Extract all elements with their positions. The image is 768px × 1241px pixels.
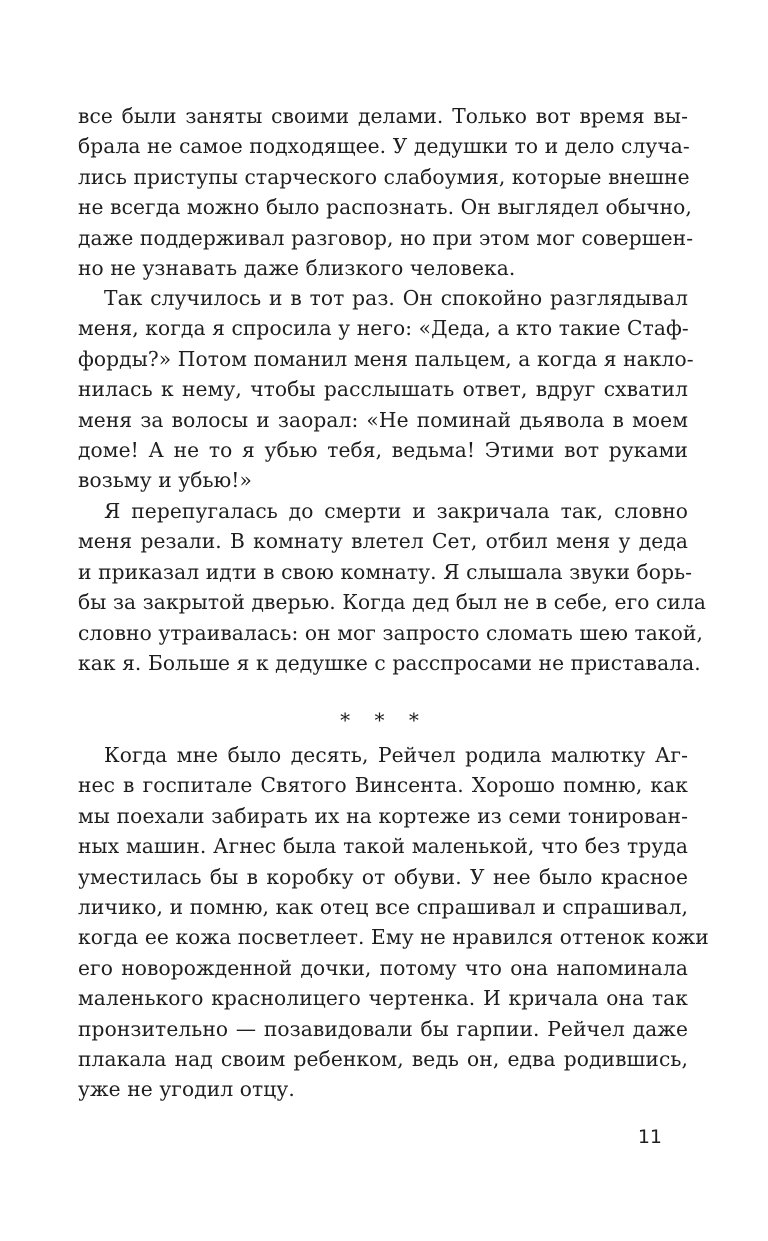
paragraph-line: но не узнавать даже близкого человека. bbox=[78, 255, 516, 280]
paragraph-line: ных машин. Агнес была такой маленькой, что без труда bbox=[78, 834, 688, 859]
paragraph-line: меня за волосы и заорал: «Не поминай дьявола в моем bbox=[78, 407, 688, 432]
paragraph-line: лись приступы старческого слабоумия, которые внешне bbox=[78, 164, 690, 189]
paragraph-line: мы поехали забирать их на кортеже из семи тонирован- bbox=[78, 803, 688, 828]
paragraph-line: форды?» Потом поманил меня пальцем, а когда я накло- bbox=[78, 346, 694, 371]
page-number: 11 bbox=[637, 1126, 662, 1148]
paragraph-line: уже не угодил отцу. bbox=[78, 1077, 295, 1102]
paragraph-line: Так случилось и в тот раз. Он спокойно разглядывал bbox=[104, 286, 688, 310]
paragraph-2 bbox=[78, 283, 694, 496]
paragraph-1 bbox=[78, 101, 694, 283]
paragraph-4 bbox=[78, 740, 709, 1105]
paragraph-line: даже поддерживал разговор, но при этом мог совершен- bbox=[78, 225, 694, 250]
paragraph-line: меня резали. В комнату влетел Сет, отбил меня у деда bbox=[78, 529, 688, 554]
paragraph-line: бы за закрытой дверью. Когда дед был не в себе, его сила bbox=[78, 590, 707, 615]
paragraph-line: меня, когда я спросила у него: «Деда, а кто такие Стаф- bbox=[78, 316, 689, 341]
paragraph-line: его новорожденной дочки, потому что она напоминала bbox=[78, 955, 688, 980]
paragraph-line: маленького краснолицего чертенка. И кричала она так bbox=[78, 986, 688, 1011]
paragraph-line: доме! А не то я убью тебя, ведьма! Этими вот руками bbox=[78, 437, 688, 462]
paragraph-line: когда ее кожа посветлеет. Ему не нравился оттенок кожи bbox=[78, 925, 709, 950]
paragraph-line: пронзительно — позавидовали бы гарпии. Рейчел даже bbox=[78, 1016, 688, 1041]
paragraph-line: нес в госпитале Святого Винсента. Хорошо помню, как bbox=[78, 773, 688, 798]
paragraph-line: Когда мне было десять, Рейчел родила малютку Аг- bbox=[104, 743, 688, 767]
paragraph-3 bbox=[78, 496, 707, 678]
paragraph-line: возьму и убью!» bbox=[78, 468, 252, 493]
paragraph-line: нилась к нему, чтобы расслышать ответ, вдруг схватил bbox=[78, 377, 688, 402]
paragraph-line: плакала над своим ребенком, ведь он, едва родившись, bbox=[78, 1046, 688, 1071]
section-separator: * * * bbox=[340, 708, 428, 732]
paragraph-line: все были заняты своими делами. Только вот время вы- bbox=[78, 104, 688, 128]
paragraph-line: как я. Больше я к дедушке с расспросами не приставала. bbox=[78, 650, 701, 675]
paragraph-line: брала не самое подходящее. У дедушки то и дело случа- bbox=[78, 134, 690, 159]
paragraph-line: личико, и помню, как отец все спрашивал и спрашивал, bbox=[78, 894, 688, 919]
paragraph-line: и приказал идти в свою комнату. Я слышала звуки борь- bbox=[78, 559, 693, 584]
paragraph-line: словно утраивалась: он мог запросто сломать шею такой, bbox=[78, 620, 703, 645]
paragraph-line: не всегда можно было распознать. Он выглядел обычно, bbox=[78, 195, 692, 220]
paragraph-line: уместилась бы в коробку от обуви. У нее было красное bbox=[78, 864, 688, 889]
paragraph-line: Я перепугалась до смерти и закричала так, словно bbox=[104, 499, 688, 523]
